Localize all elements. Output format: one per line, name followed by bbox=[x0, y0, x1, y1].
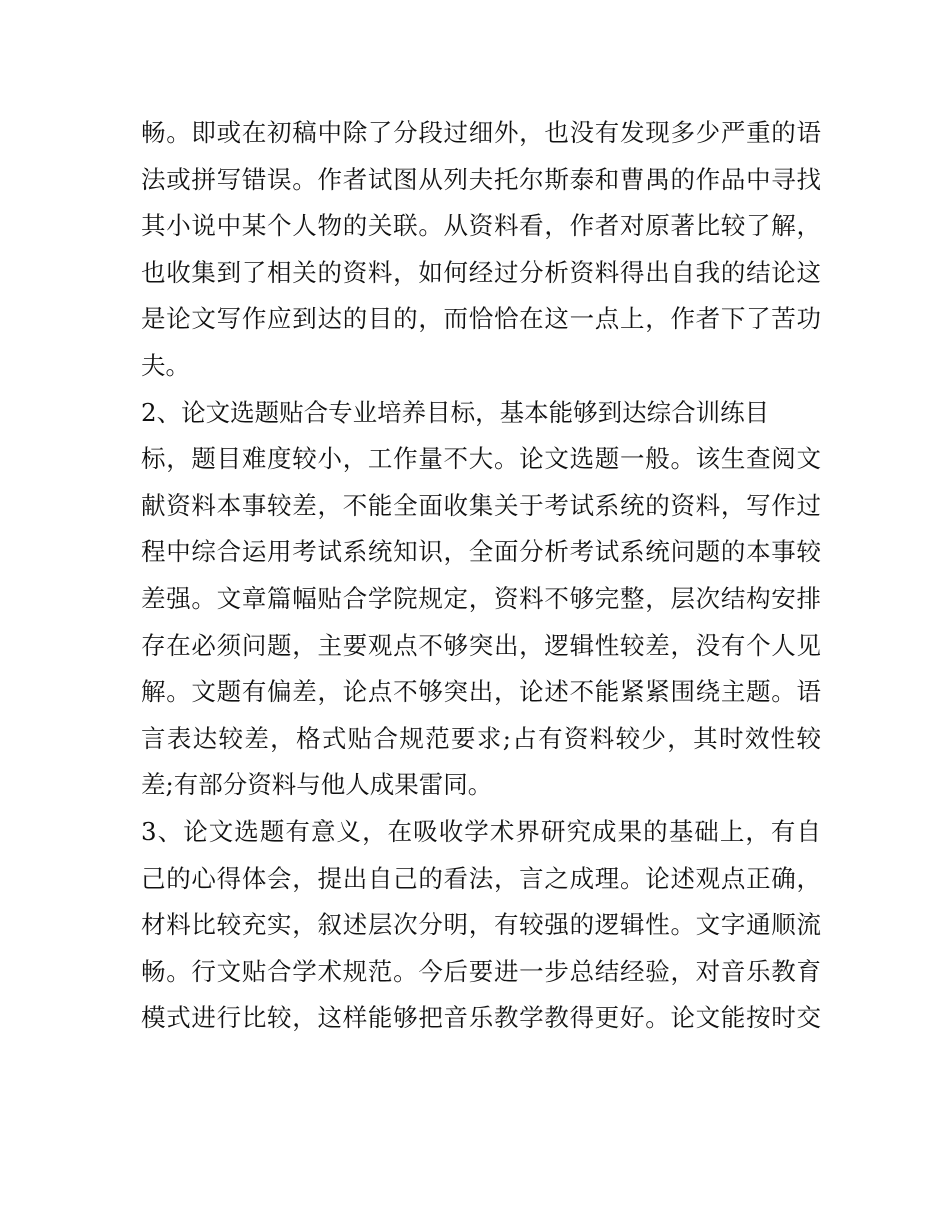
text-line: 畅。行文贴合学术规范。今后要进一步总结经验，对音乐教育 bbox=[141, 956, 821, 986]
text-line: 是论文写作应到达的目的，而恰恰在这一点上，作者下了苦功 bbox=[141, 304, 821, 334]
text-line: 存在必须问题，主要观点不够突出，逻辑性较差，没有个人见 bbox=[141, 630, 821, 660]
text-line: 模式进行比较，这样能够把音乐教学教得更好。论文能按时交 bbox=[141, 1003, 821, 1033]
text-line: 己的心得体会，提出自己的看法，言之成理。论述观点正确， bbox=[141, 863, 821, 893]
text-line: 3、论文选题有意义，在吸收学术界研究成果的基础上，有自 bbox=[141, 816, 821, 846]
text-line: 献资料本事较差，不能全面收集关于考试系统的资料，写作过 bbox=[141, 490, 821, 520]
text-line: 法或拼写错误。作者试图从列夫托尔斯泰和曹禺的作品中寻找 bbox=[141, 164, 821, 194]
document-body bbox=[141, 110, 821, 1042]
text-line: 也收集到了相关的资料，如何经过分析资料得出自我的结论这 bbox=[141, 257, 821, 287]
text-line: 夫。 bbox=[141, 350, 190, 380]
text-line: 材料比较充实，叙述层次分明，有较强的逻辑性。文字通顺流 bbox=[141, 910, 821, 940]
text-line: 言表达较差，格式贴合规范要求;占有资料较少，其时效性较 bbox=[141, 723, 821, 753]
text-line: 差;有部分资料与他人成果雷同。 bbox=[141, 770, 493, 800]
text-line: 其小说中某个人物的关联。从资料看，作者对原著比较了解， bbox=[141, 211, 821, 241]
text-line: 畅。即或在初稿中除了分段过细外，也没有发现多少严重的语 bbox=[141, 118, 821, 147]
text-line: 2、论文选题贴合专业培养目标，基本能够到达综合训练目 bbox=[141, 397, 770, 427]
text-line: 差强。文章篇幅贴合学院规定，资料不够完整，层次结构安排 bbox=[141, 583, 821, 613]
text-line: 解。文题有偏差，论点不够突出，论述不能紧紧围绕主题。语 bbox=[141, 677, 821, 707]
text-line: 程中综合运用考试系统知识，全面分析考试系统问题的本事较 bbox=[141, 537, 821, 567]
text-line: 标，题目难度较小，工作量不大。论文选题一般。该生查阅文 bbox=[141, 444, 821, 474]
